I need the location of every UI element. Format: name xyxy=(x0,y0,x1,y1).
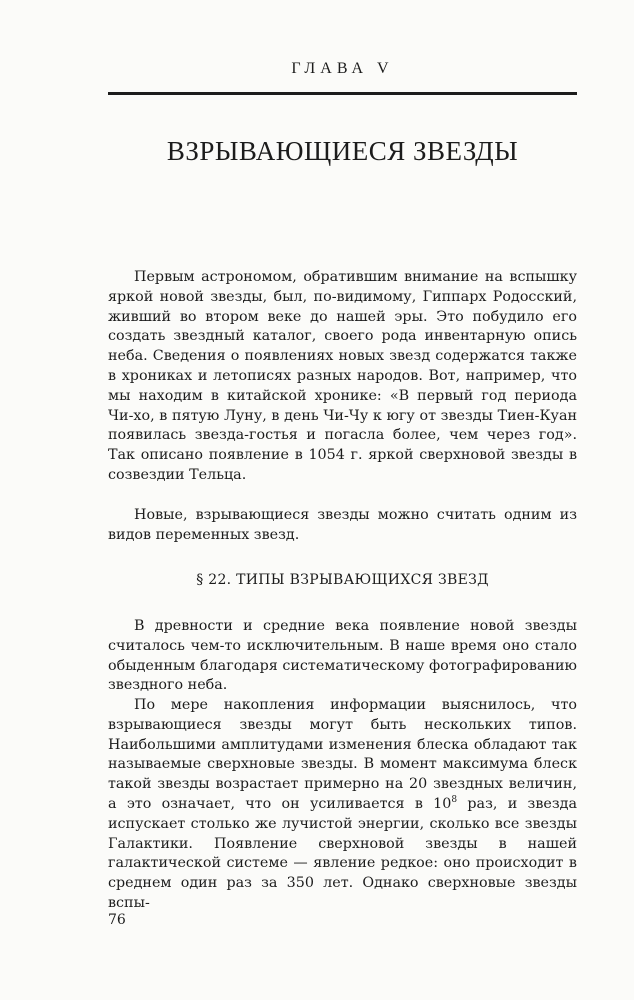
section-paragraph-2 xyxy=(108,696,577,914)
power-exponent: 8 xyxy=(451,795,458,806)
intro-paragraph-1: Первым астрономом, обратившим внимание на вспышку яркой новой звезды, был, по-видимому, Гиппарх Родосский, живший во втором веке до нашей эры. Это побудило его создать звездный каталог, своего рода инвентарную опись неба. Сведения о появлениях новых звезд содержатся также в хрониках и летописях разных народов. Вот, например, что мы находим в китайской хронике: «В первый год периода Чи-хо, в пятую Луну, в день Чи-Чу к югу от звезды Тиен-Куан появилась звезда-гостья и погасла более, чем через год». Так описано появление в 1054 г. яркой сверхновой звезды в созвездии Тельца. xyxy=(108,269,577,483)
section-heading: § 22. ТИПЫ ВЗРЫВАЮЩИХСЯ ЗВЕЗД xyxy=(196,572,489,588)
section-paragraph-1: В древности и средние века появление новой звезды считалось чем-то исключительным. В наше время оно стало обыденным благодаря систематическому фотографированию звездного неба. xyxy=(108,618,577,694)
chapter-label: ГЛАВА V xyxy=(291,60,394,77)
header-rule xyxy=(108,92,577,95)
section-paragraph-2-text-a: По мере накопления информации выяснилось, что взрывающиеся звезды могут быть нескольких типов. Наибольшими амплитудами изменения блеска обладают так называемые сверхновые звезды. В момент максимума блеск такой звезды возрастает примерно на 20 звездных величин, а это означает, что он усиливается в 10 xyxy=(108,697,577,812)
page-number: 76 xyxy=(108,912,126,928)
chapter-title: ВЗРЫВАЮЩИЕСЯ ЗВЕЗДЫ xyxy=(166,136,519,166)
section-paragraph-2-text-b: раз, и звезда испускает столько же лучистой энергии, сколько все звезды Галактики. Появление сверхновой звезды в нашей галактической системе — явление редкое: оно происходит в среднем один раз за 350 лет. Однако сверхновые звезды вспы- xyxy=(108,795,577,911)
intro-paragraph-2: Новые, взрывающиеся звезды можно считать одним из видов переменных звезд. xyxy=(108,507,577,543)
